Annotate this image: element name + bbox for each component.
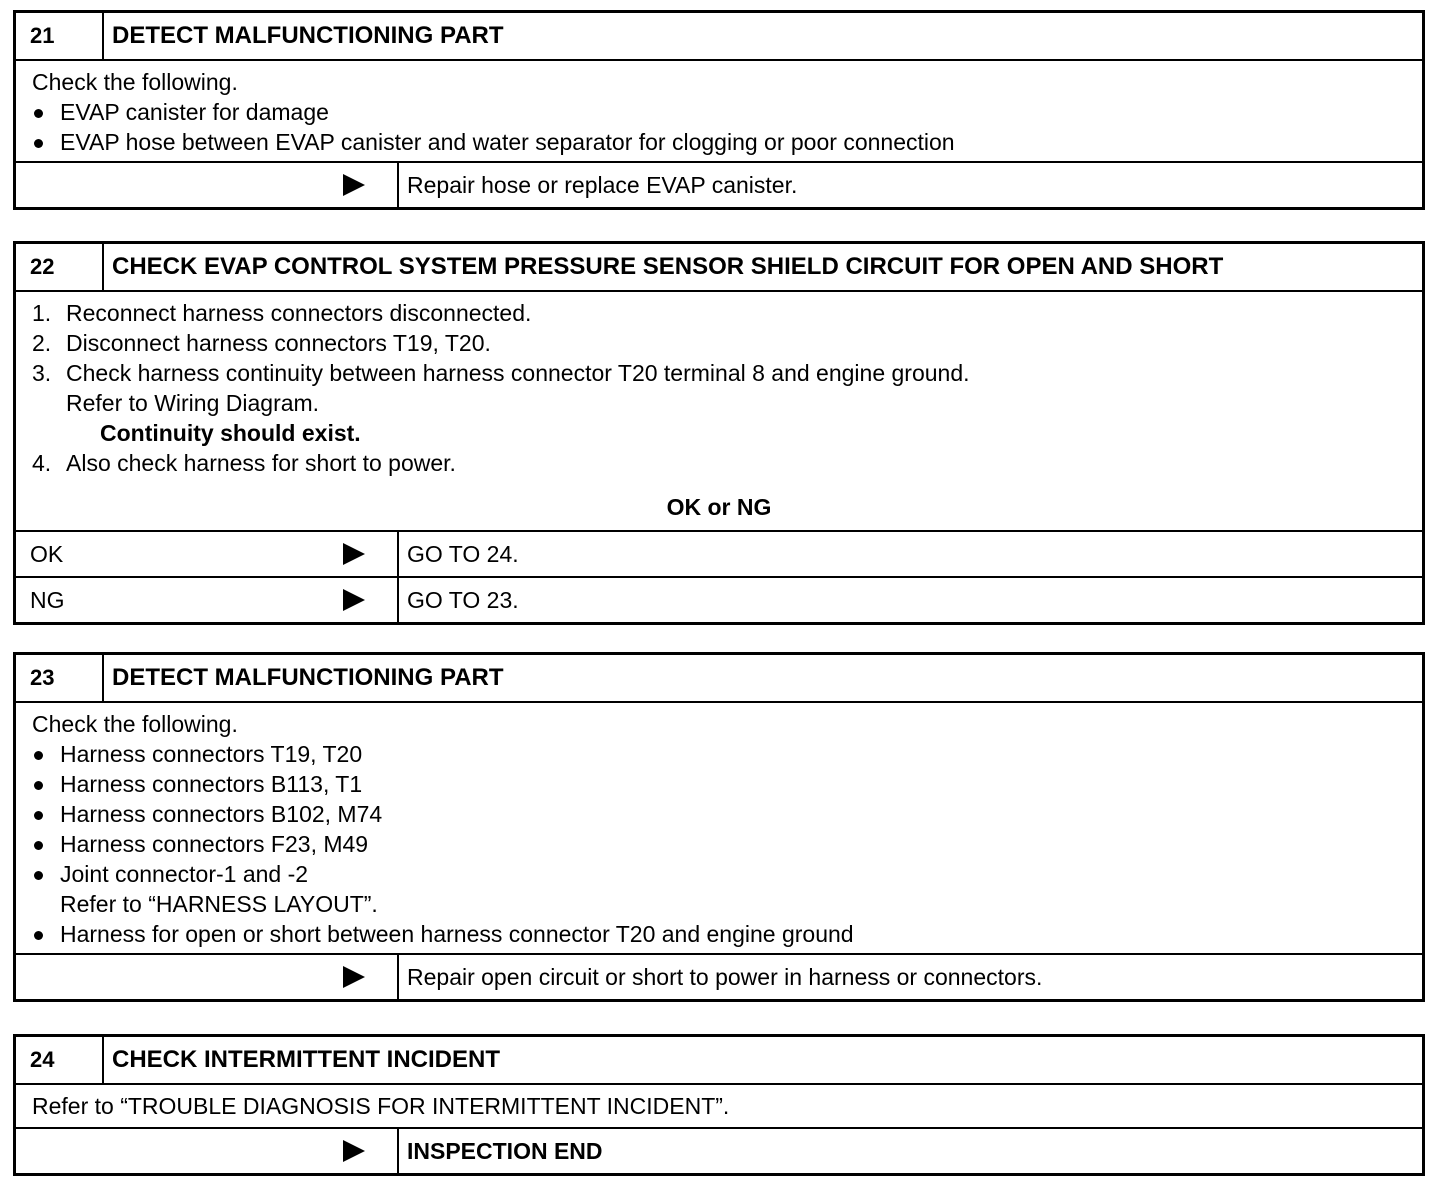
list-item: Harness for open or short between harness connector T20 and engine ground (32, 919, 1406, 949)
step-body (16, 61, 1422, 161)
result-label-cell (16, 578, 399, 622)
result-label-cell (16, 955, 399, 999)
step-body (16, 703, 1422, 953)
step-header (16, 13, 1422, 61)
step-22 (13, 241, 1425, 625)
result-label-cell (16, 532, 399, 576)
right-triangle-icon (343, 1140, 365, 1162)
step-number: 23 (16, 655, 104, 701)
step-number: 21 (16, 13, 104, 59)
step-body (16, 292, 1422, 530)
list-item: 3. Check harness continuity between harness connector T20 terminal 8 and engine ground. (32, 360, 970, 386)
list-item: EVAP hose between EVAP canister and water separator for clogging or poor connection (32, 127, 1406, 157)
list-item: Harness connectors F23, M49 (32, 829, 1406, 859)
step-body (16, 1085, 1422, 1127)
step-number: 24 (16, 1037, 104, 1083)
step-title: CHECK INTERMITTENT INCIDENT (112, 1046, 500, 1073)
result-row-ok (16, 530, 1422, 576)
step-intro: Refer to “TROUBLE DIAGNOSIS FOR INTERMITTENT INCIDENT”. (32, 1093, 730, 1119)
result-row (16, 953, 1422, 999)
result-row (16, 1127, 1422, 1173)
result-label: NG (30, 586, 65, 613)
result-action: Repair open circuit or short to power in harness or connectors. (407, 963, 1043, 990)
step-emphasis: Continuity should exist. (100, 420, 361, 446)
step-title: DETECT MALFUNCTIONING PART (112, 664, 504, 691)
result-action: GO TO 24. (407, 540, 519, 567)
list-item: 2. Disconnect harness connectors T19, T20. (32, 330, 491, 356)
step-title: DETECT MALFUNCTIONING PART (112, 22, 504, 49)
step-title: CHECK EVAP CONTROL SYSTEM PRESSURE SENSOR SHIELD CIRCUIT FOR OPEN AND SHORT (112, 253, 1224, 280)
list-item: Joint connector-1 and -2 (32, 859, 1406, 889)
step-intro: Check the following. (32, 711, 238, 737)
step-23 (13, 652, 1425, 1002)
list-item: 4. Also check harness for short to power. (32, 450, 456, 476)
right-triangle-icon (343, 174, 365, 196)
step-24 (13, 1034, 1425, 1176)
step-question: OK or NG (666, 494, 772, 520)
step-header (16, 1037, 1422, 1085)
step-note: Refer to “HARNESS LAYOUT”. (60, 891, 378, 917)
list-item: EVAP canister for damage (32, 97, 1406, 127)
result-row (16, 161, 1422, 207)
step-header (16, 655, 1422, 703)
result-row-ng (16, 576, 1422, 622)
right-triangle-icon (343, 589, 365, 611)
step-note: Refer to Wiring Diagram. (66, 390, 320, 416)
right-triangle-icon (343, 543, 365, 565)
step-intro: Check the following. (32, 69, 238, 95)
result-label-cell (16, 1129, 399, 1173)
result-label-cell (16, 163, 399, 207)
right-triangle-icon (343, 966, 365, 988)
result-action: Repair hose or replace EVAP canister. (407, 171, 798, 198)
result-action: GO TO 23. (407, 586, 519, 613)
step-number: 22 (16, 244, 104, 290)
result-action: INSPECTION END (407, 1137, 603, 1164)
result-label: OK (30, 540, 64, 567)
list-item: Harness connectors B102, M74 (32, 799, 1406, 829)
list-item: Harness connectors B113, T1 (32, 769, 1406, 799)
step-header (16, 244, 1422, 292)
step-21 (13, 10, 1425, 210)
list-item: Harness connectors T19, T20 (32, 739, 1406, 769)
list-item: 1. Reconnect harness connectors disconnected. (32, 300, 532, 326)
